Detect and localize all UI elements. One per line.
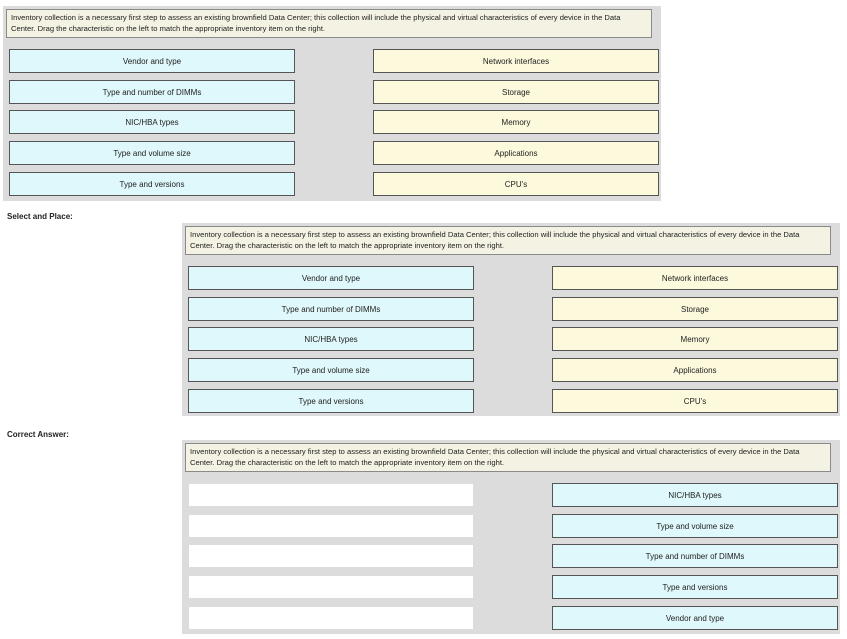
answer-applications[interactable]: Type and versions <box>552 575 838 599</box>
characteristic-versions[interactable]: Type and versions <box>9 172 295 196</box>
select-and-place-label: Select and Place: <box>7 212 73 221</box>
target-memory[interactable]: Memory <box>373 110 659 134</box>
characteristic-vendor-type[interactable]: Vendor and type <box>188 266 474 290</box>
question-panel-top <box>3 6 661 201</box>
target-network-interfaces[interactable]: Network interfaces <box>552 266 838 290</box>
characteristic-nic-hba[interactable]: NIC/HBA types <box>9 110 295 134</box>
instructions-text: Inventory collection is a necessary first step to assess an existing brownfield Data Center; this collection will include the physical and virtual characteris​tics of every device in the Data Center. Drag the characteristic on the left to match the appropriate inventory item on the right. <box>6 9 652 38</box>
target-applications[interactable]: Applications <box>552 358 838 382</box>
answer-network-interfaces[interactable]: NIC/HBA types <box>552 483 838 507</box>
answer-panel <box>182 440 840 634</box>
empty-slot <box>188 575 474 599</box>
target-cpus[interactable]: CPU's <box>373 172 659 196</box>
characteristic-versions[interactable]: Type and versions <box>188 389 474 413</box>
target-storage[interactable]: Storage <box>373 80 659 104</box>
characteristic-dimms[interactable]: Type and number of DIMMs <box>9 80 295 104</box>
target-network-interfaces[interactable]: Network interfaces <box>373 49 659 73</box>
answer-cpus[interactable]: Vendor and type <box>552 606 838 630</box>
instructions-text: Inventory collection is a necessary first step to assess an existing brownfield Data Center; this collection will include the physical and virtual characteris​tics of every device in the Data Center. Drag the characteristic on the left to match the appropriate inventory item on the right. <box>185 443 831 472</box>
answer-storage[interactable]: Type and volume size <box>552 514 838 538</box>
empty-slot <box>188 606 474 630</box>
characteristic-vendor-type[interactable]: Vendor and type <box>9 49 295 73</box>
characteristic-nic-hba[interactable]: NIC/HBA types <box>188 327 474 351</box>
empty-slot <box>188 483 474 507</box>
characteristic-volume[interactable]: Type and volume size <box>188 358 474 382</box>
empty-slot <box>188 514 474 538</box>
empty-slot <box>188 544 474 568</box>
characteristic-volume[interactable]: Type and volume size <box>9 141 295 165</box>
target-cpus[interactable]: CPU's <box>552 389 838 413</box>
correct-answer-label: Correct Answer: <box>7 430 69 439</box>
target-storage[interactable]: Storage <box>552 297 838 321</box>
answer-memory[interactable]: Type and number of DIMMs <box>552 544 838 568</box>
characteristic-dimms[interactable]: Type and number of DIMMs <box>188 297 474 321</box>
question-panel-select <box>182 223 840 416</box>
target-applications[interactable]: Applications <box>373 141 659 165</box>
target-memory[interactable]: Memory <box>552 327 838 351</box>
instructions-text: Inventory collection is a necessary first step to assess an existing brownfield Data Center; this collection will include the physical and virtual characteris​tics of every device in the Data Center. Drag the characteristic on the left to match the appropriate inventory item on the right. <box>185 226 831 255</box>
